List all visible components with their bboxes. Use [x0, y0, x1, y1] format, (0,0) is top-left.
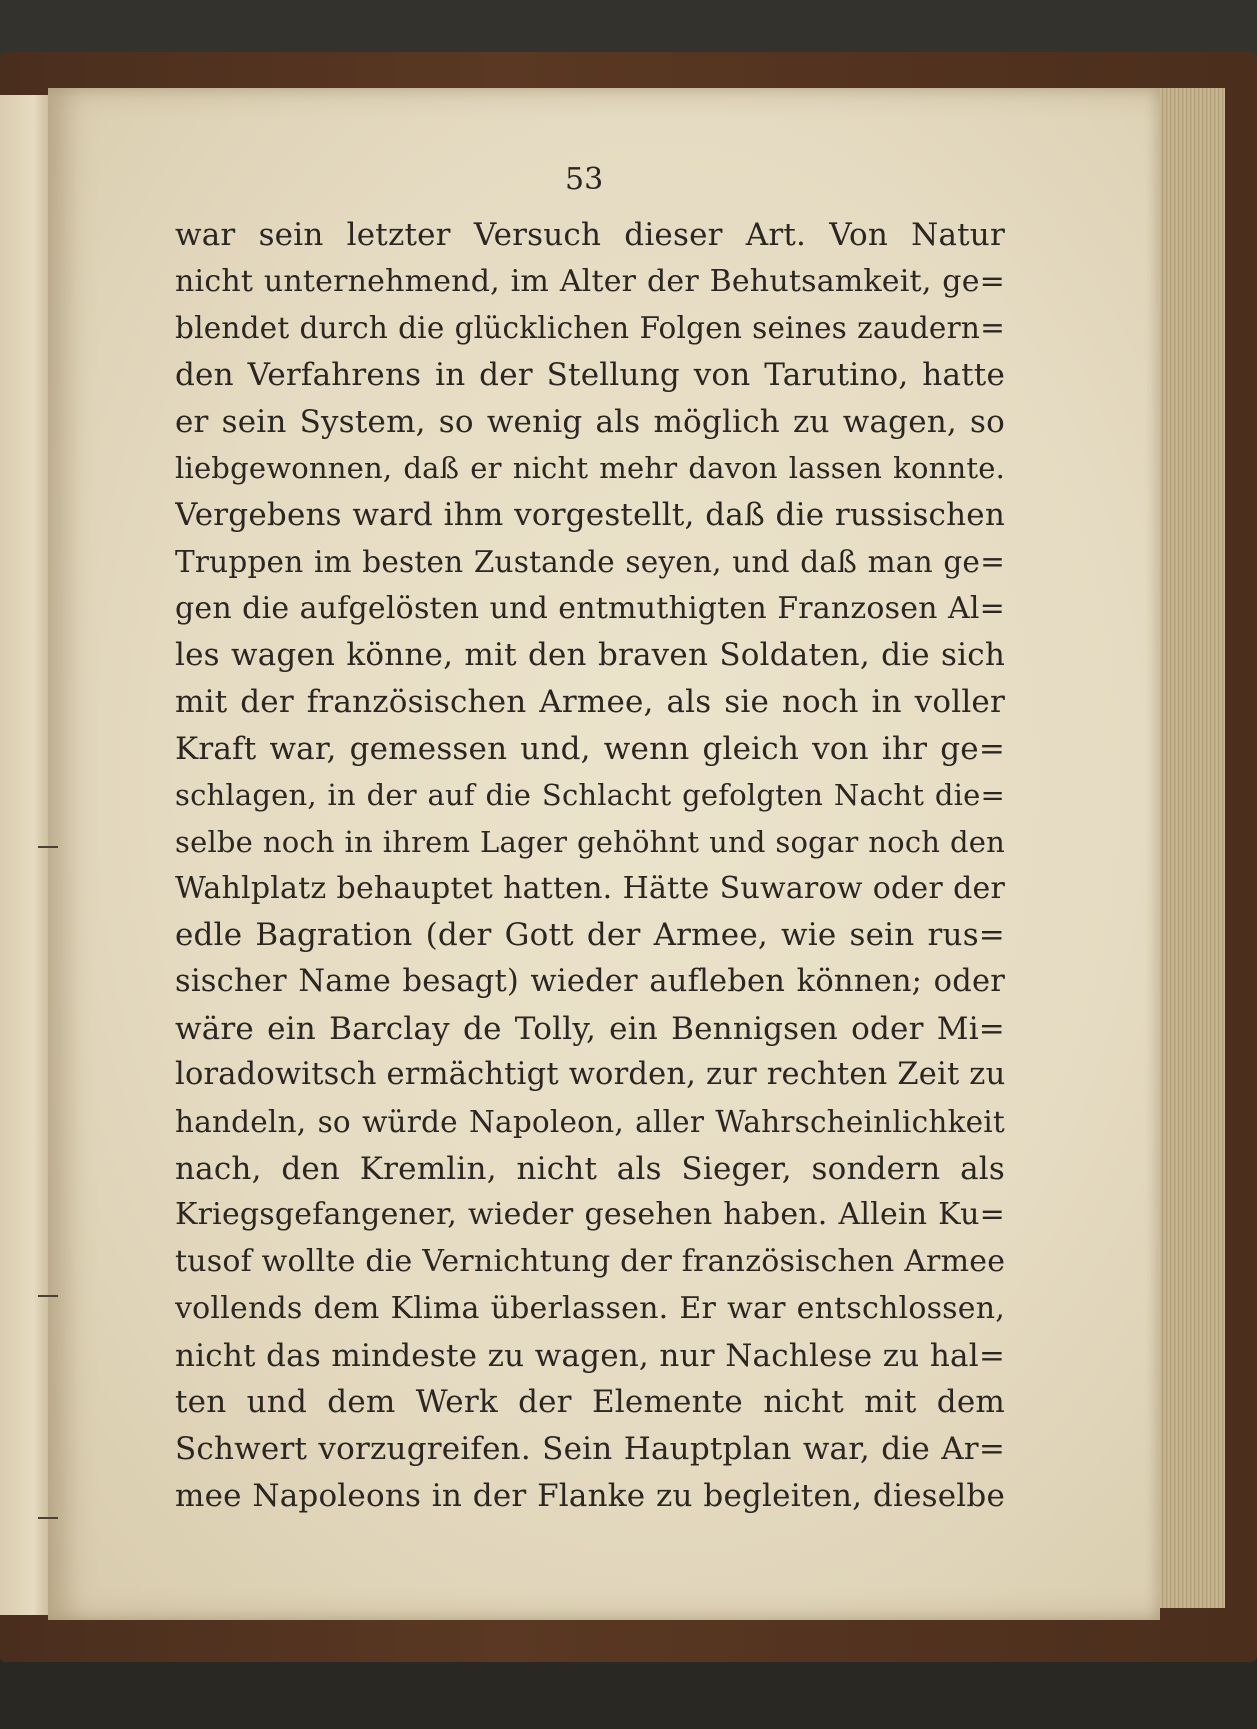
text-line: tusof wollte die Vernichtung der französischen Armee: [175, 1244, 1005, 1280]
page-edges: [1155, 88, 1225, 1608]
text-line: nach, den Kremlin, nicht als Sieger, sondern als: [175, 1150, 1005, 1187]
text-line: edle Bagration (der Gott der Armee, wie sein rus=: [175, 917, 1005, 954]
text-line: liebgewonnen, daß er nicht mehr davon lassen konnte.: [175, 451, 1005, 486]
body-text: [175, 212, 1005, 1519]
page-number: 53: [565, 162, 604, 197]
margin-mark: [38, 1517, 58, 1519]
text-line: selbe noch in ihrem Lager gehöhnt und sogar noch den: [175, 824, 1005, 859]
text-line: Kriegsgefangener, wieder gesehen haben. Allein Ku=: [175, 1197, 1005, 1233]
text-line: mee Napoleons in der Flanke zu begleiten, dieselbe: [175, 1477, 1005, 1514]
text-line: schlagen, in der auf die Schlacht gefolgten Nacht die=: [175, 778, 1005, 813]
left-page-edge: [0, 95, 48, 1615]
margin-mark: [38, 846, 58, 848]
text-line: den Verfahrens in der Stellung von Tarutino, hatte: [175, 357, 1005, 394]
text-line: sischer Name besagt) wieder aufleben können; oder: [175, 964, 1005, 999]
text-line: gen die aufgelösten und entmuthigten Franzosen Al=: [175, 590, 1005, 626]
text-line: handeln, so würde Napoleon, aller Wahrscheinlichkeit: [175, 1105, 1005, 1140]
text-line: Vergebens ward ihm vorgestellt, daß die russischen: [175, 497, 1005, 534]
text-line: Truppen im besten Zustande seyen, und daß man ge=: [175, 544, 1005, 579]
text-line: vollends dem Klima überlassen. Er war entschlossen,: [175, 1290, 1005, 1326]
text-line: Kraft war, gemessen und, wenn gleich von ihr ge=: [175, 730, 1005, 767]
text-line: er sein System, so wenig als möglich zu wagen, so: [175, 403, 1005, 440]
text-line: ten und dem Werk der Elemente nicht mit dem: [175, 1384, 1005, 1421]
text-line: Wahlplatz behauptet hatten. Hätte Suwarow oder der: [175, 870, 1005, 906]
text-line: wäre ein Barclay de Tolly, ein Bennigsen oder Mi=: [175, 1010, 1005, 1047]
text-line: Schwert vorzugreifen. Sein Hauptplan war, die Ar=: [175, 1430, 1005, 1467]
text-line: loradowitsch ermächtigt worden, zur rechten Zeit zu: [175, 1057, 1005, 1093]
text-line: les wagen könne, mit den braven Soldaten, die sich: [175, 637, 1005, 674]
text-line: war sein letzter Versuch dieser Art. Von Natur: [175, 217, 1005, 253]
text-line: nicht unternehmend, im Alter der Behutsamkeit, ge=: [175, 263, 1005, 299]
text-line: mit der französischen Armee, als sie noch in voller: [175, 683, 1005, 720]
margin-mark: [38, 1295, 58, 1297]
text-line: blendet durch die glücklichen Folgen seines zaudern=: [175, 311, 1005, 346]
text-line: nicht das mindeste zu wagen, nur Nachlese zu hal=: [175, 1337, 1005, 1374]
